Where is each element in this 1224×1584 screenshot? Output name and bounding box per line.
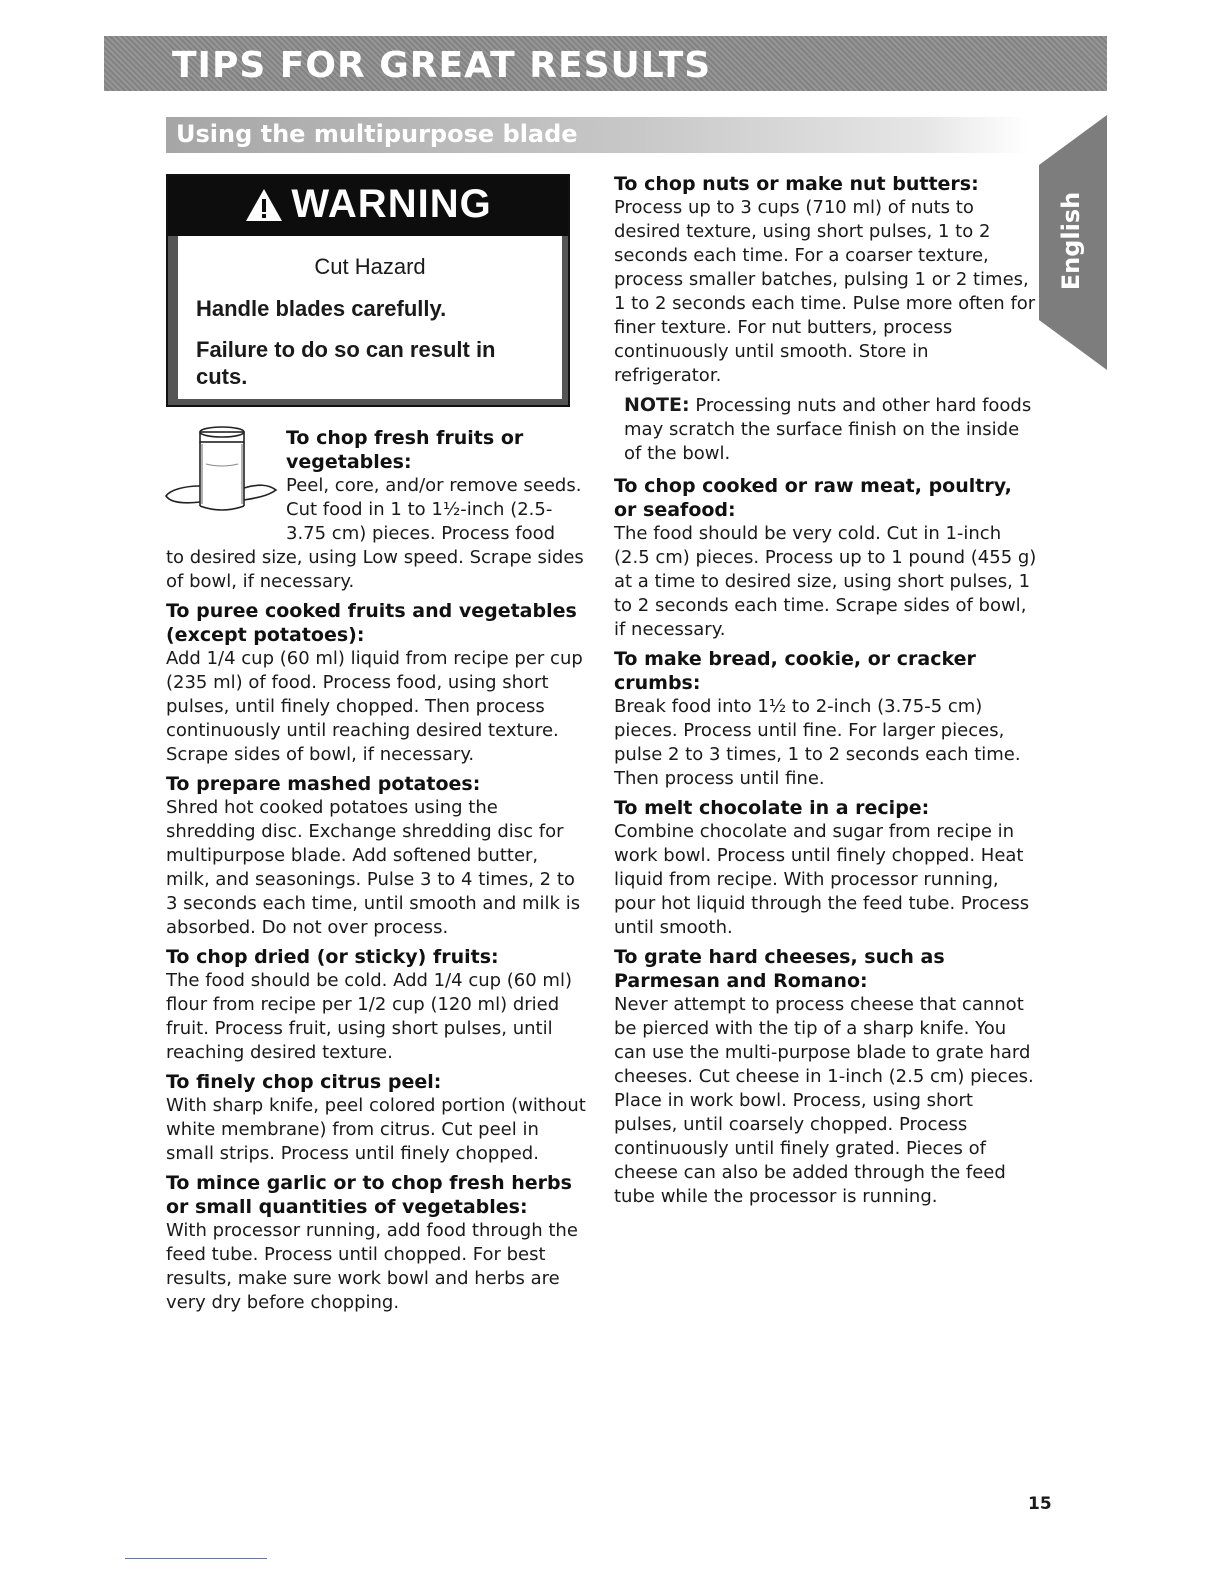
tip-section xyxy=(614,796,1039,940)
tip-heading: To chop nuts or make nut butters: xyxy=(614,173,979,195)
tip-body: The food should be cold. Add 1/4 cup (60 ml) flour from recipe per 1/2 cup (120 ml) dried fruit. Process fruit, using short pulses, until reaching desired texture. xyxy=(166,970,572,1063)
tip-section xyxy=(166,1070,586,1166)
footer-rule xyxy=(125,1558,267,1559)
tip-section xyxy=(166,599,586,767)
tip-section xyxy=(614,647,1039,791)
tip-heading: To finely chop citrus peel: xyxy=(166,1071,442,1093)
note-text: Processing nuts and other hard foods may scratch the surface finish on the inside of the bowl. xyxy=(624,395,1032,464)
tip-body: Add 1/4 cup (60 ml) liquid from recipe per cup (235 ml) of food. Process food, using short pulses, until finely chopped. Then process continuously until reaching desired texture. Scrape sides of bowl, if necessary. xyxy=(166,648,583,765)
warning-consequence: Failure to do so can result in cuts. xyxy=(196,337,496,389)
tip-heading: To puree cooked fruits and vegetables (except potatoes): xyxy=(166,600,577,646)
tip-section xyxy=(166,772,586,940)
tip-body: Shred hot cooked potatoes using the shredding disc. Exchange shredding disc for multipurpose blade. Add softened butter, milk, and seasonings. Pulse 3 to 4 times, 2 to 3 seconds each time, until smooth and milk is absorbed. Do not over process. xyxy=(166,797,581,938)
page-title: TIPS FOR GREAT RESULTS xyxy=(172,45,712,86)
warning-instruction: Handle blades carefully. xyxy=(196,296,447,321)
right-column xyxy=(614,172,1039,1214)
tip-body: Never attempt to process cheese that cannot be pierced with the tip of a sharp knife. You can use the multi-purpose blade to grate hard cheeses. Cut cheese in 1-inch (2.5 cm) pieces. Place in work bowl. Process, using short pulses, until coarsely chopped. Process continuously until finely grated. Pieces of cheese can also be added through the feed tube while the processor is running. xyxy=(614,994,1034,1207)
tip-body: With processor running, add food through the feed tube. Process until chopped. For best results, make sure work bowl and herbs are very dry before chopping. xyxy=(166,1220,578,1313)
tip-section xyxy=(166,945,586,1065)
language-tab xyxy=(1035,115,1107,370)
left-column xyxy=(166,426,586,1320)
warning-title: WARNING xyxy=(291,182,492,226)
language-tab-label: English xyxy=(1057,191,1085,291)
warning-header xyxy=(168,176,568,236)
tip-section xyxy=(614,945,1039,1209)
warning-hazard: Cut Hazard xyxy=(314,254,426,279)
page-number: 15 xyxy=(1028,1494,1052,1514)
tip-heading: To melt chocolate in a recipe: xyxy=(614,797,930,819)
warning-triangle-icon xyxy=(244,187,284,223)
tip-heading: To mince garlic or to chop fresh herbs or small quantities of vegetables: xyxy=(166,1172,572,1218)
tip-fresh-fruits xyxy=(166,426,586,594)
tip-heading: To chop fresh fruits or vegetables: xyxy=(286,427,524,473)
tip-intro: Peel, core, and/or remove seeds. Cut food in 1 to 1½-inch (2.5-3.75 cm) pieces. Process food xyxy=(286,475,582,544)
tip-body: The food should be very cold. Cut in 1-inch (2.5 cm) pieces. Process up to 1 pound (455 g) at a time to desired size, using short pulses, 1 to 2 seconds each time. Scrape sides of bowl, if necessary. xyxy=(614,523,1037,640)
tip-heading: To chop cooked or raw meat, poultry, or seafood: xyxy=(614,475,1012,521)
section-title: Using the multipurpose blade xyxy=(176,120,578,148)
note-label: NOTE: xyxy=(624,394,690,416)
tip-heading: To chop dried (or sticky) fruits: xyxy=(166,946,499,968)
section-bar xyxy=(166,117,1028,153)
note xyxy=(624,393,1039,466)
tip-body: With sharp knife, peel colored portion (without white membrane) from citrus. Cut peel in small strips. Process until finely chopped. xyxy=(166,1095,586,1164)
warning-box xyxy=(166,174,570,407)
tip-heading: To grate hard cheeses, such as Parmesan and Romano: xyxy=(614,946,945,992)
tip-heading: To make bread, cookie, or cracker crumbs: xyxy=(614,648,976,694)
tip-body: to desired size, using Low speed. Scrape sides of bowl, if necessary. xyxy=(166,547,584,592)
header-bar xyxy=(104,36,1107,91)
tip-nuts xyxy=(614,172,1039,388)
warning-body xyxy=(168,236,568,405)
tip-body: Combine chocolate and sugar from recipe in work bowl. Process until finely chopped. Heat liquid from recipe. With processor running, pour hot liquid through the feed tube. Process until smooth. xyxy=(614,821,1030,938)
tip-heading: To prepare mashed potatoes: xyxy=(166,773,481,795)
tip-body: Break food into 1½ to 2-inch (3.75-5 cm) pieces. Process until fine. For larger pieces, pulse 2 to 3 times, 1 to 2 seconds each time. Then process until fine. xyxy=(614,696,1021,789)
tip-section xyxy=(166,1171,586,1315)
tip-section xyxy=(614,474,1039,642)
tip-body: Process up to 3 cups (710 ml) of nuts to desired texture, using short pulses, 1 to 2 seconds each time. For a coarser texture, process smaller batches, pulsing 1 or 2 times, 1 to 2 seconds each time. Pulse more often for finer texture. For nut butters, process continuously until smooth. Store in refrigerator. xyxy=(614,197,1036,386)
